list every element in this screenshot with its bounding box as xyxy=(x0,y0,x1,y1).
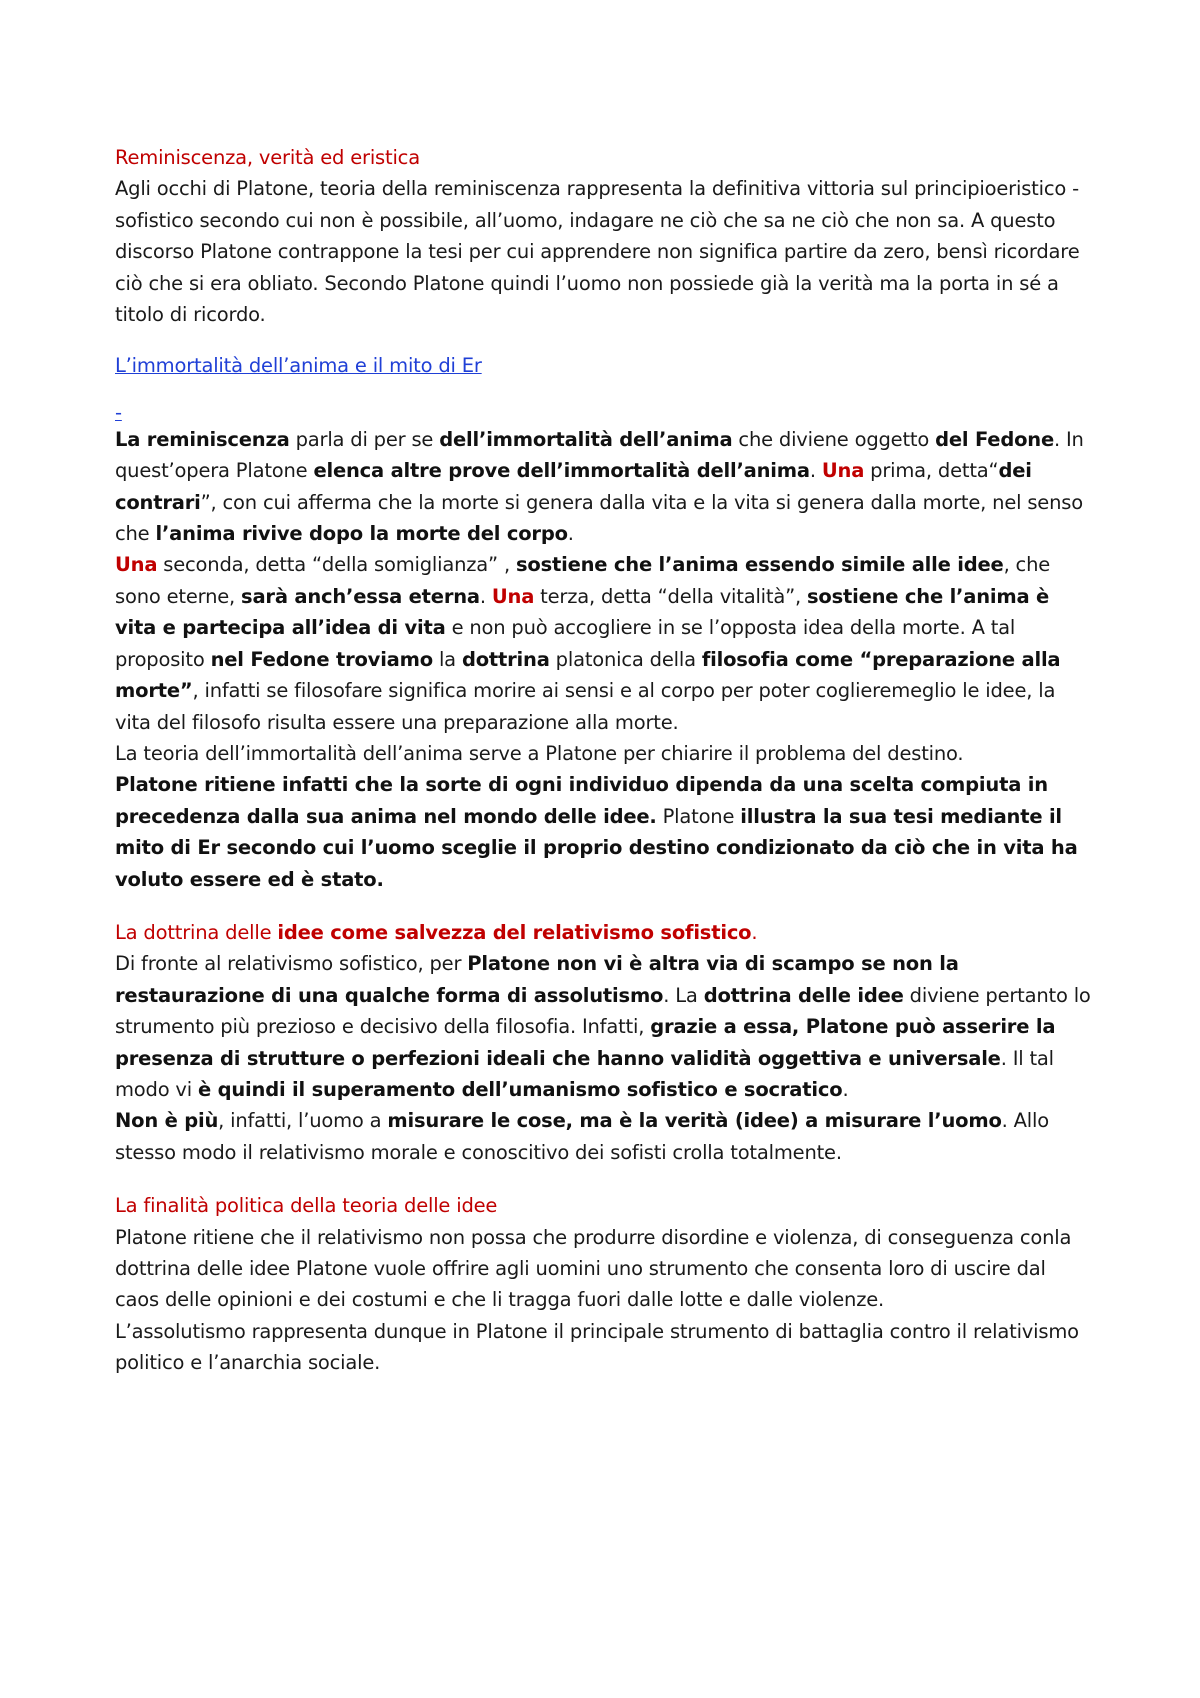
red-emphasis: Una xyxy=(491,584,535,608)
text-run: . xyxy=(809,459,822,483)
paragraph-fedone-prove xyxy=(115,424,1095,550)
emphasis: l’anima rivive dopo la morte del corpo xyxy=(155,522,568,546)
text-run: . Allo stesso modo il relativismo morale e conoscitivo dei sofisti crolla totalmente. xyxy=(115,1109,1049,1164)
paragraph-assolutismo xyxy=(115,948,1095,1105)
section-heading-finalita: La finalità politica della teoria delle idee xyxy=(115,1194,498,1218)
emphasis: nel Fedone troviamo xyxy=(210,647,433,671)
red-emphasis: Una xyxy=(821,459,865,483)
text-run: diviene pertanto lo strumento più prezioso e decisivo della filosofia. Infatti, xyxy=(115,983,1091,1039)
heading-emphasis: idee come salvezza del relativismo sofistico xyxy=(277,920,752,944)
text-run: prima, detta“ xyxy=(864,459,999,483)
emphasis: Non è più xyxy=(115,1109,219,1133)
dash-link[interactable]: - xyxy=(115,400,122,424)
emphasis: misurare le cose, ma è la verità (idee) a misurare l’uomo xyxy=(387,1109,1002,1133)
text-run: . xyxy=(479,584,492,608)
emphasis: filosofia come “preparazione alla morte” xyxy=(115,647,1061,703)
text-run: seconda, detta “della somiglianza” , xyxy=(157,553,516,577)
text-run: ”, con cui afferma che la morte si genera dalla vita e la vita si genera dalla morte, nel senso che xyxy=(115,490,1083,546)
section-heading-dottrina xyxy=(115,917,1095,948)
text-run: . xyxy=(842,1077,849,1101)
text-run: la xyxy=(432,647,462,671)
emphasis: dell’immortalità dell’anima xyxy=(439,427,733,451)
text-run: Platone xyxy=(656,804,741,828)
paragraph-reminiscenza: Agli occhi di Platone, teoria della reminiscenza rappresenta la definitiva vittoria sul principioeristico -sofistico secondo cui non è possibile, all’uomo, indagare ne ciò che sa ne ciò che non sa. A questo discorso Platone contrappone la tesi per cui apprendere non significa partire da zero, bensì ricordare ciò che si era obliato. Secondo Platone quindi l’uomo non possiede già la verità ma la porta in sé a titolo di ricordo. xyxy=(115,177,1080,327)
emphasis: La reminiscenza xyxy=(115,427,290,451)
red-emphasis: Una xyxy=(115,553,158,577)
emphasis: grazie a essa, Platone può asserire la presenza di strutture o perfezioni ideali che hanno validità oggettiva e universale xyxy=(115,1015,1056,1070)
text-run: . Il tal modo vi xyxy=(115,1046,1054,1101)
text-run: e non può accogliere in se l’opposta idea della morte. A tal proposito xyxy=(115,616,1016,671)
heading-run: La dottrina delle xyxy=(115,920,278,944)
text-run: , infatti, l’uomo a xyxy=(218,1109,388,1133)
emphasis: elenca altre prove dell’immortalità dell’anima xyxy=(313,459,810,483)
emphasis: sostiene che l’anima è vita e partecipa all’idea di vita xyxy=(115,584,1050,640)
emphasis: sostiene che l’anima essendo simile alle idee xyxy=(515,553,1004,577)
text-run: , che sono eterne, xyxy=(115,553,1051,608)
emphasis: Platone ritiene infatti che la sorte di ogni individuo dipenda da una scelta compiuta in precedenza dalla sua anima nel mondo delle idee. xyxy=(115,773,1048,828)
section-heading-reminiscenza: Reminiscenza, verità ed eristica xyxy=(115,146,420,169)
text-run: che diviene oggetto xyxy=(732,427,936,451)
paragraph-mito-er xyxy=(115,769,1095,895)
paragraph-destino: La teoria dell’immortalità dell’anima serve a Platone per chiarire il problema del destino. xyxy=(115,741,964,765)
paragraph-somiglianza-vitalita xyxy=(115,549,1095,737)
emphasis: dei contrari xyxy=(115,459,1032,514)
text-run: . In quest’opera Platone xyxy=(115,427,1084,483)
text-run: platonica della xyxy=(549,647,702,671)
text-run: terza, detta “della vitalità”, xyxy=(534,584,807,608)
section-link-immortalita[interactable]: L’immortalità dell’anima e il mito di Er xyxy=(115,354,482,378)
text-run: . La xyxy=(663,983,704,1007)
paragraph-relativismo: Platone ritiene che il relativismo non possa che produrre disordine e violenza, di conseguenza conla dottrina delle idee Platone vuole offrire agli uomini uno strumento che consenta loro di uscire dal caos delle opinioni e dei costumi e che li tragga fuori dalle lotte e dalle violenze. xyxy=(115,1225,1072,1312)
emphasis: illustra la sua tesi mediante il mito di Er secondo cui l’uomo sceglie il proprio destino condizionato da ciò che in vita ha voluto essere ed è stato. xyxy=(115,804,1078,891)
document-body xyxy=(115,142,1095,1379)
text-run: . xyxy=(567,522,574,546)
emphasis: dottrina xyxy=(461,647,550,671)
emphasis: del Fedone xyxy=(935,427,1054,451)
emphasis: Platone non vi è altra via di scampo se non la restaurazione di una qualche forma di assolutismo xyxy=(115,952,959,1007)
text-run: , infatti se filosofare significa morire ai sensi e al corpo per poter coglieremeglio le idee, la vita del filosofo risulta essere una preparazione alla morte. xyxy=(115,679,1056,734)
emphasis: sarà anch’essa eterna xyxy=(241,584,480,608)
heading-run: . xyxy=(751,920,758,944)
text-run: parla di per se xyxy=(289,427,440,451)
emphasis: è quindi il superamento dell’umanismo sofistico e socratico xyxy=(198,1077,843,1101)
paragraph-assolutismo-politico: L’assolutismo rappresenta dunque in Platone il principale strumento di battaglia contro il relativismo politico e l’anarchia sociale. xyxy=(115,1319,1079,1375)
paragraph-misura xyxy=(115,1105,1095,1168)
emphasis: dottrina delle idee xyxy=(703,983,904,1007)
text-run: Di fronte al relativismo sofistico, per xyxy=(115,952,468,976)
